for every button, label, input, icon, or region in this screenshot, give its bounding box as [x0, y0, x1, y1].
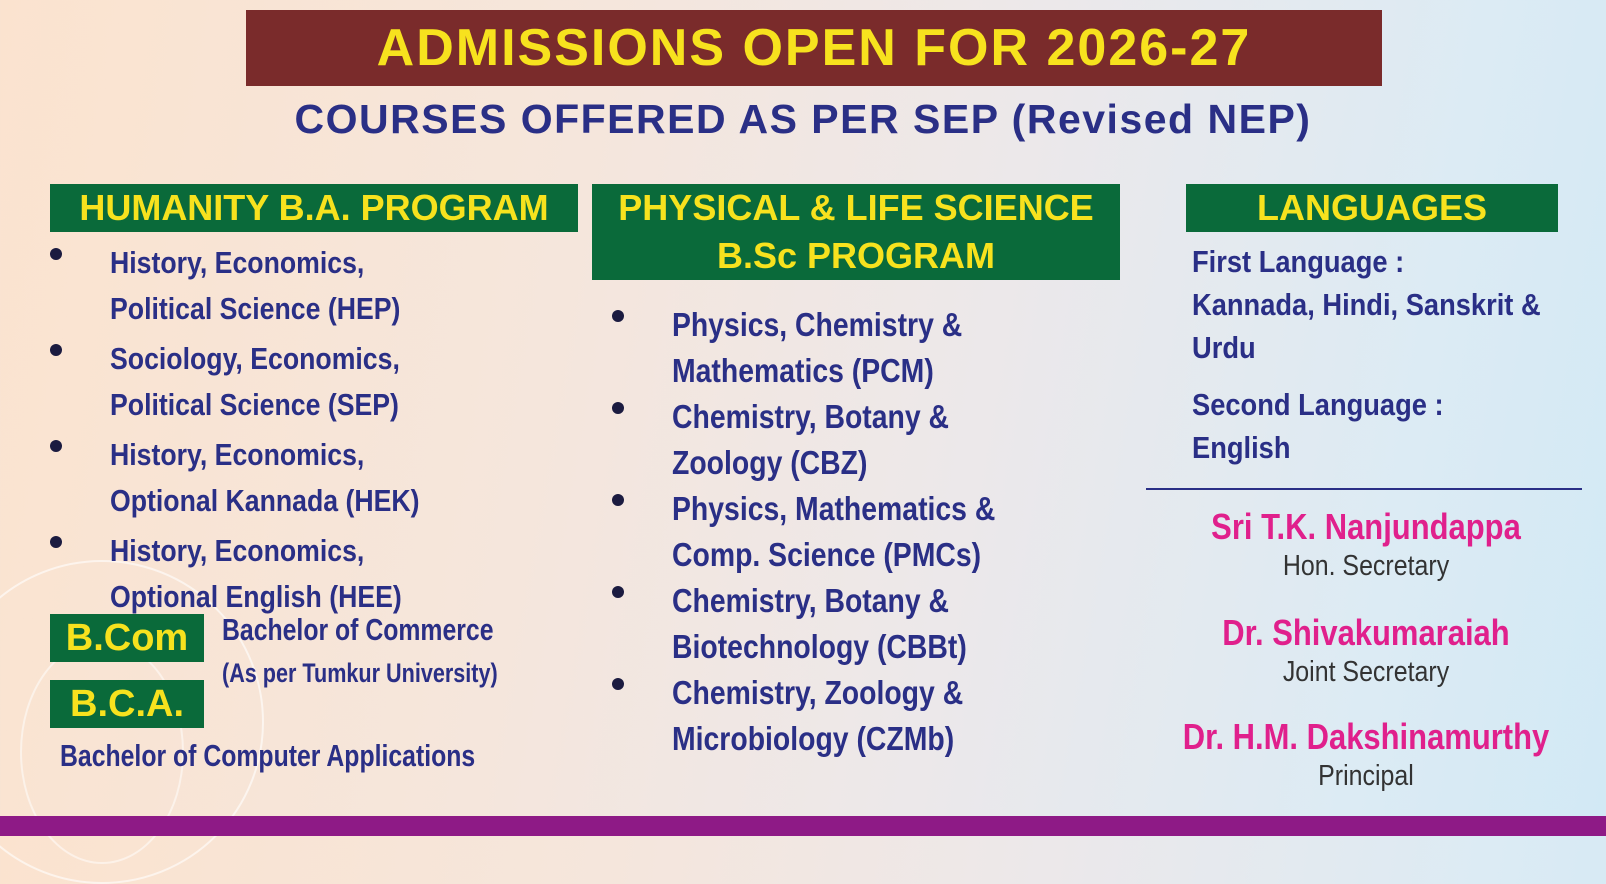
list-item — [50, 240, 590, 332]
bullet-icon — [50, 248, 62, 260]
languages-heading-text: LANGUAGES — [1256, 187, 1487, 228]
science-heading-line2: B.Sc PROGRAM — [716, 235, 996, 276]
languages-block — [1192, 240, 1592, 469]
humanity-heading-text: HUMANITY B.A. PROGRAM — [79, 187, 549, 228]
course-line: Chemistry, Botany & — [672, 398, 950, 435]
bcom-description: Bachelor of Commerce — [222, 612, 494, 647]
course-line: Optional English (HEE) — [110, 579, 402, 614]
bullet-icon — [50, 344, 62, 356]
course-line: History, Economics, — [110, 533, 365, 568]
course-line: Political Science (SEP) — [110, 387, 399, 422]
science-heading-line1: PHYSICAL & LIFE SCIENCE — [618, 187, 1094, 228]
science-heading — [592, 184, 1120, 280]
list-item — [612, 302, 1112, 394]
course-line: Zoology (CBZ) — [672, 444, 868, 481]
course-line: Optional Kannada (HEK) — [110, 483, 420, 518]
list-item — [612, 486, 1112, 578]
course-line: Mathematics (PCM) — [672, 352, 934, 389]
humanity-list — [50, 240, 590, 624]
course-line: Chemistry, Botany & — [672, 582, 950, 619]
course-line: Sociology, Economics, — [110, 341, 400, 376]
course-line: Political Science (HEP) — [110, 291, 401, 326]
bullet-icon — [612, 310, 624, 322]
person-principal — [1146, 716, 1586, 794]
person-name: Dr. H.M. Dakshinamurthy — [1182, 716, 1550, 757]
divider — [1146, 488, 1582, 490]
bcom-note: (As per Tumkur University) — [222, 658, 498, 688]
person-name: Dr. Shivakumaraiah — [1222, 612, 1510, 653]
bottom-bar — [0, 816, 1606, 836]
course-line: Microbiology (CZMb) — [672, 720, 955, 757]
person-role: Joint Secretary — [1282, 656, 1450, 688]
banner-title: ADMISSIONS OPEN FOR 2026-27 — [376, 19, 1252, 77]
bullet-icon — [612, 494, 624, 506]
bullet-icon — [50, 536, 62, 548]
list-item — [612, 670, 1112, 762]
bullet-icon — [612, 586, 624, 598]
list-item — [612, 578, 1112, 670]
bca-tag — [50, 680, 204, 728]
list-item — [50, 528, 590, 620]
languages-heading — [1186, 184, 1558, 232]
person-joint-secretary — [1146, 612, 1586, 690]
course-line: Chemistry, Zoology & — [672, 674, 964, 711]
bcom-tag-text: B.Com — [65, 616, 189, 659]
bullet-icon — [612, 402, 624, 414]
course-line: Biotechnology (CBBt) — [672, 628, 967, 665]
person-role: Principal — [1318, 760, 1414, 792]
first-language-value: Kannada, Hindi, Sanskrit & — [1192, 287, 1541, 322]
course-line: History, Economics, — [110, 437, 365, 472]
title-banner — [246, 10, 1382, 86]
bcom-tag — [50, 614, 204, 662]
science-list — [612, 302, 1112, 762]
person-name: Sri T.K. Nanjundappa — [1211, 506, 1521, 547]
first-language-value: Urdu — [1192, 330, 1256, 365]
course-line: Physics, Chemistry & — [672, 306, 963, 343]
bullet-icon — [612, 678, 624, 690]
second-language-label: Second Language : — [1192, 387, 1444, 422]
bca-description: Bachelor of Computer Applications — [60, 738, 476, 773]
course-line: History, Economics, — [110, 245, 365, 280]
list-item — [50, 336, 590, 428]
first-language-label: First Language : — [1192, 244, 1405, 279]
course-line: Physics, Mathematics & — [672, 490, 996, 527]
humanity-heading — [50, 184, 578, 232]
subheading: COURSES OFFERED AS PER SEP (Revised NEP) — [294, 96, 1312, 142]
person-role: Hon. Secretary — [1282, 550, 1450, 582]
bullet-icon — [50, 440, 62, 452]
list-item — [50, 432, 590, 524]
second-language-value: English — [1192, 430, 1291, 465]
list-item — [612, 394, 1112, 486]
bca-tag-text: B.C.A. — [70, 682, 184, 725]
person-secretary — [1146, 506, 1586, 584]
course-line: Comp. Science (PMCs) — [672, 536, 982, 573]
